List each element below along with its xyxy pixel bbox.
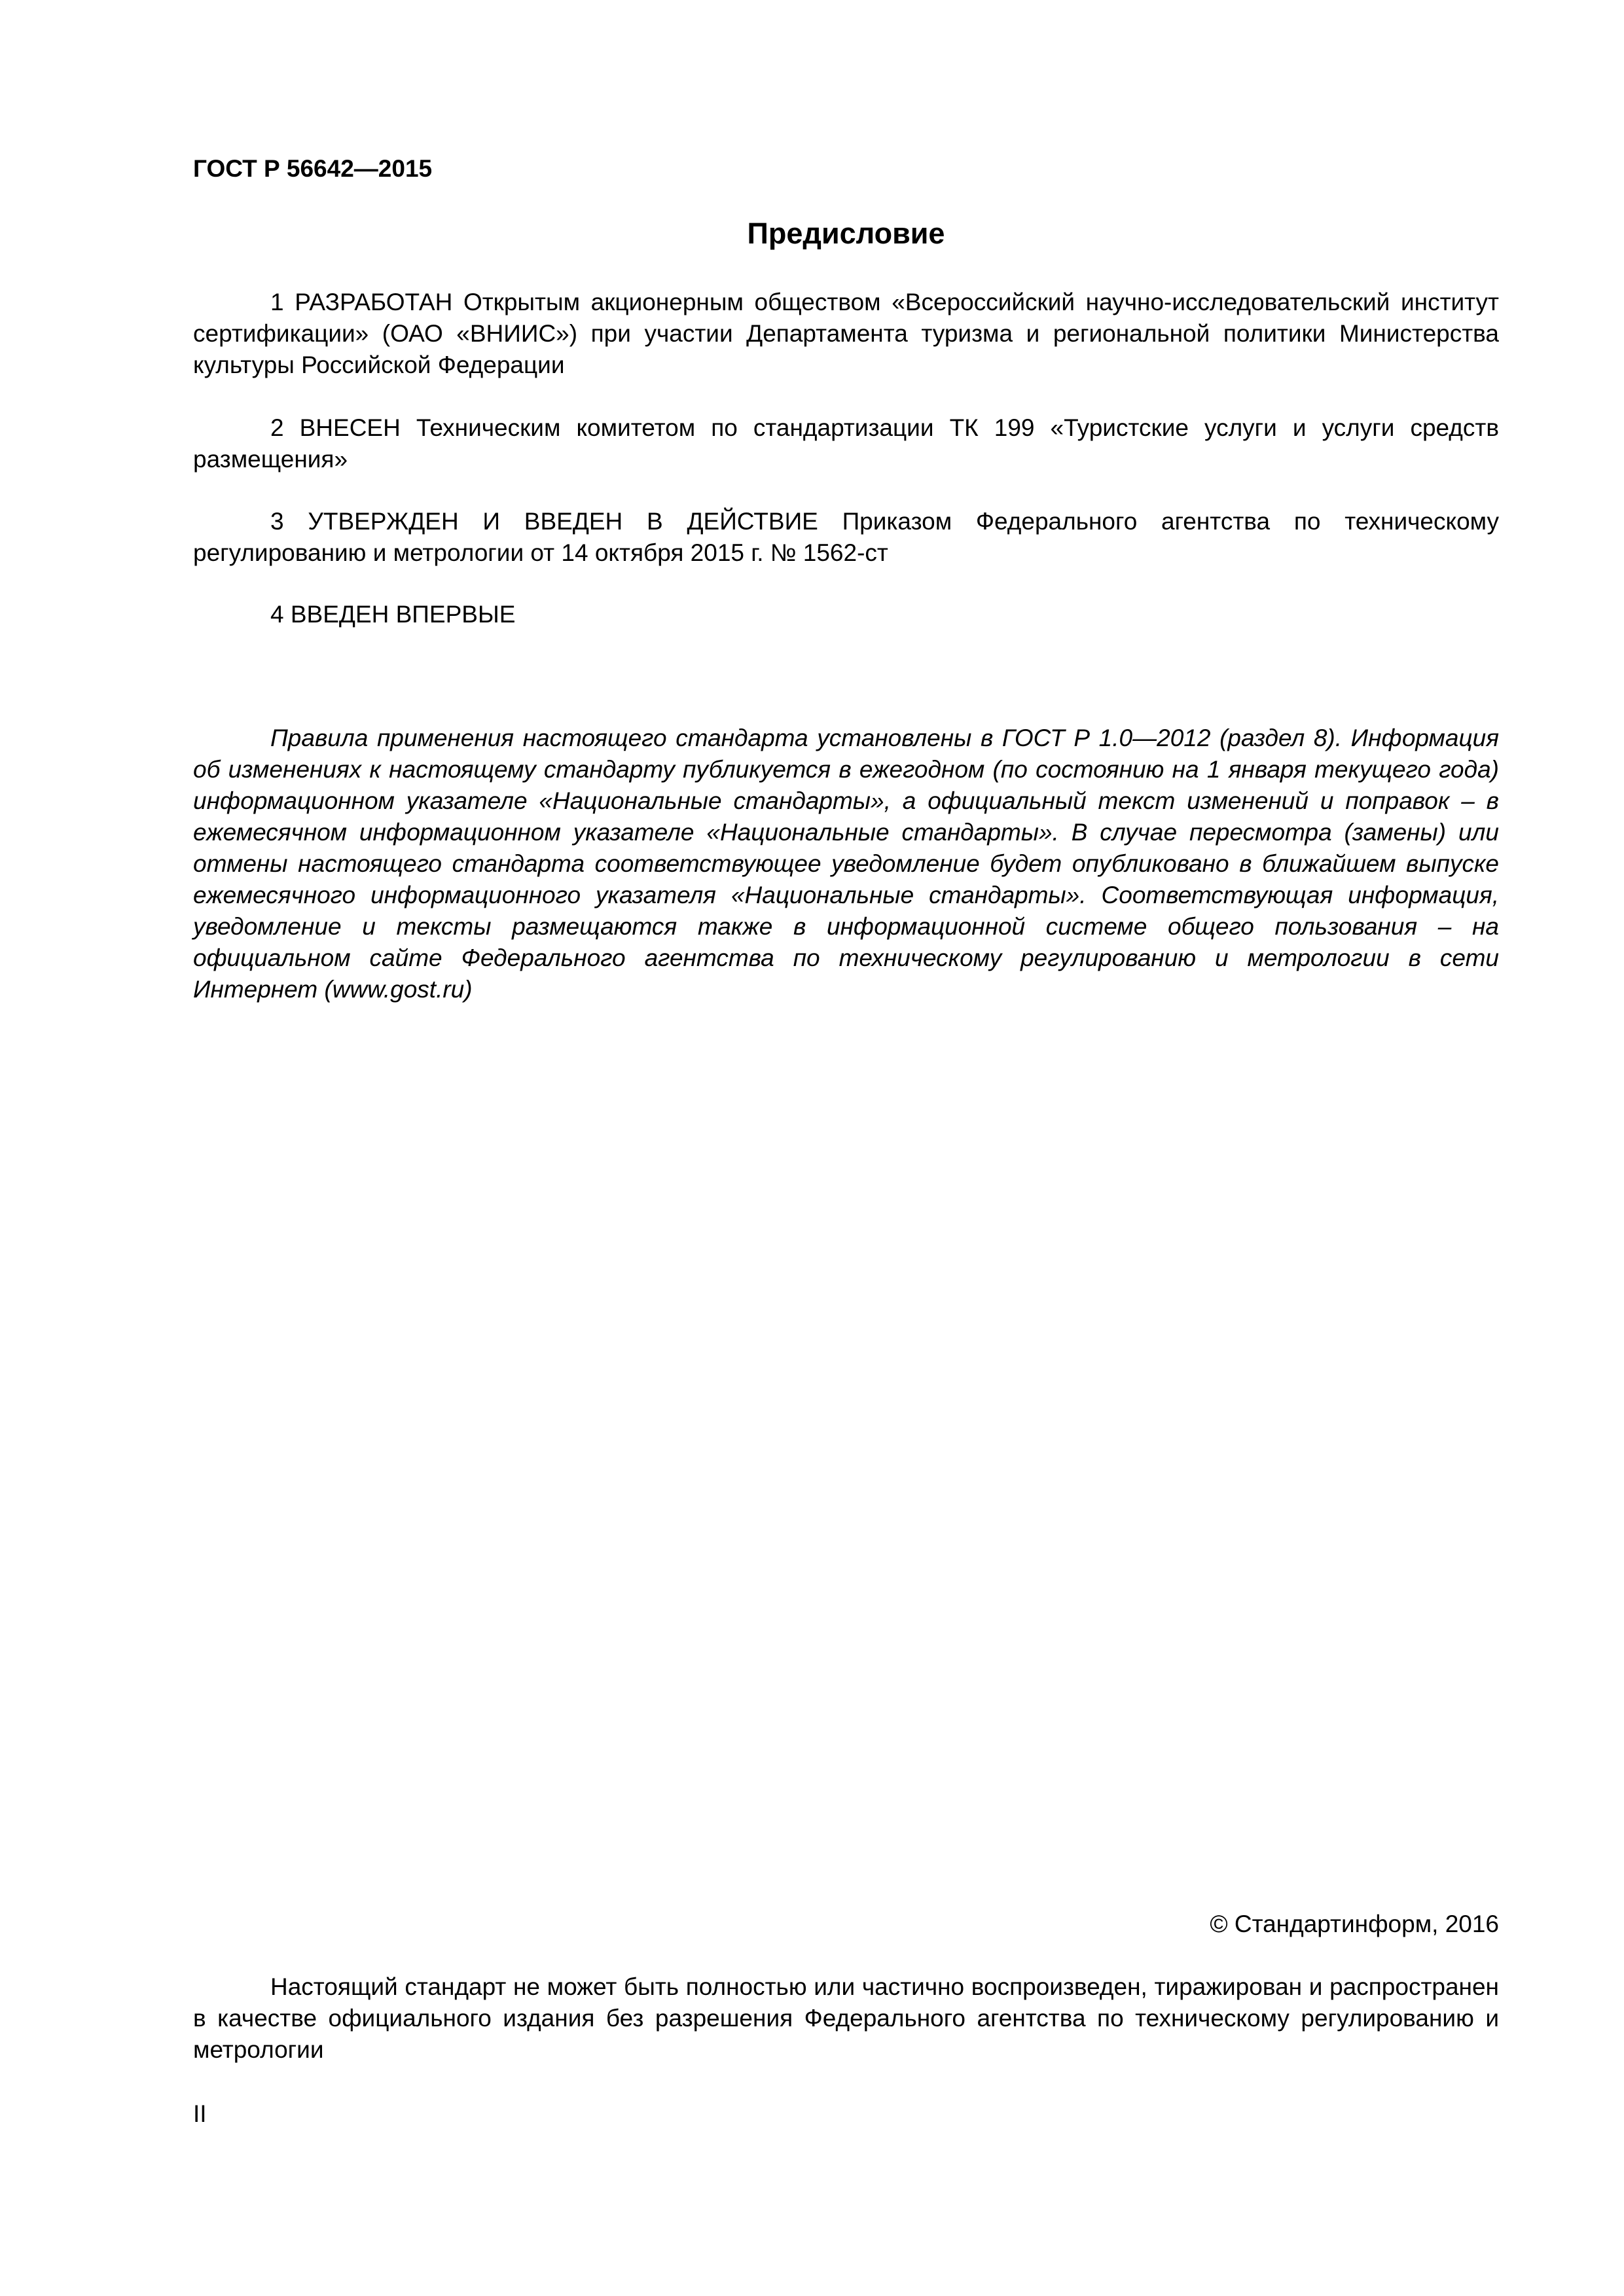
standard-number-header: ГОСТ Р 56642—2015 (193, 155, 433, 182)
foreword-item-developed: 1 РАЗРАБОТАН Открытым акционерным обществом «Всероссийский научно-исследовательский институт сертификации» (ОАО «ВНИИС») при участии Департамента туризма и региональной политики Министерства культуры Российской Федерации (193, 289, 1499, 378)
application-rules-paragraph: Правила применения настоящего стандарта установлены в ГОСТ Р 1.0—2012 (раздел 8). Информация об изменениях к настоящему стандарту публикуется в ежегодном (по состоянию на 1 января текущего года) информационном указателе «Национальные стандарты», а официальный текст изменений и поправок – в ежемесячном информационном указателе «Национальные стандарты». В случае пересмотра (замены) или отмены настоящего стандарта соответствующее уведомление будет опубликовано в ближайшем выпуске ежемесячного информационного указателя «Национальные стандарты». Соответствующая информация, уведомление и тексты размещаются также в информационной системе общего пользования – на официальном сайте Федерального агентства по техническому регулированию и метрологии в сети Интернет (www.gost.ru) (193, 725, 1499, 1003)
foreword-item-first-introduced: 4 ВВЕДЕН ВПЕРВЫЕ (270, 601, 516, 628)
foreword-item-approved: 3 УТВЕРЖДЕН И ВВЕДЕН В ДЕЙСТВИЕ Приказом Федерального агентства по техническому регулированию и метрологии от 14 октября 2015 г. № 1562-ст (193, 508, 1499, 566)
page-number: II (193, 2100, 207, 2127)
reproduction-notice: Настоящий стандарт не может быть полностью или частично воспроизведен, тиражирован и распространен в качестве официального издания без разрешения Федерального агентства по техническому регулированию и метрологии (193, 1973, 1499, 2063)
page-title: Предисловие (747, 217, 945, 250)
copyright-line: © Стандартинформ, 2016 (1210, 1910, 1499, 1937)
foreword-item-introduced: 2 ВНЕСЕН Техническим комитетом по стандартизации ТК 199 «Туристские услуги и услуги средств размещения» (193, 414, 1499, 473)
